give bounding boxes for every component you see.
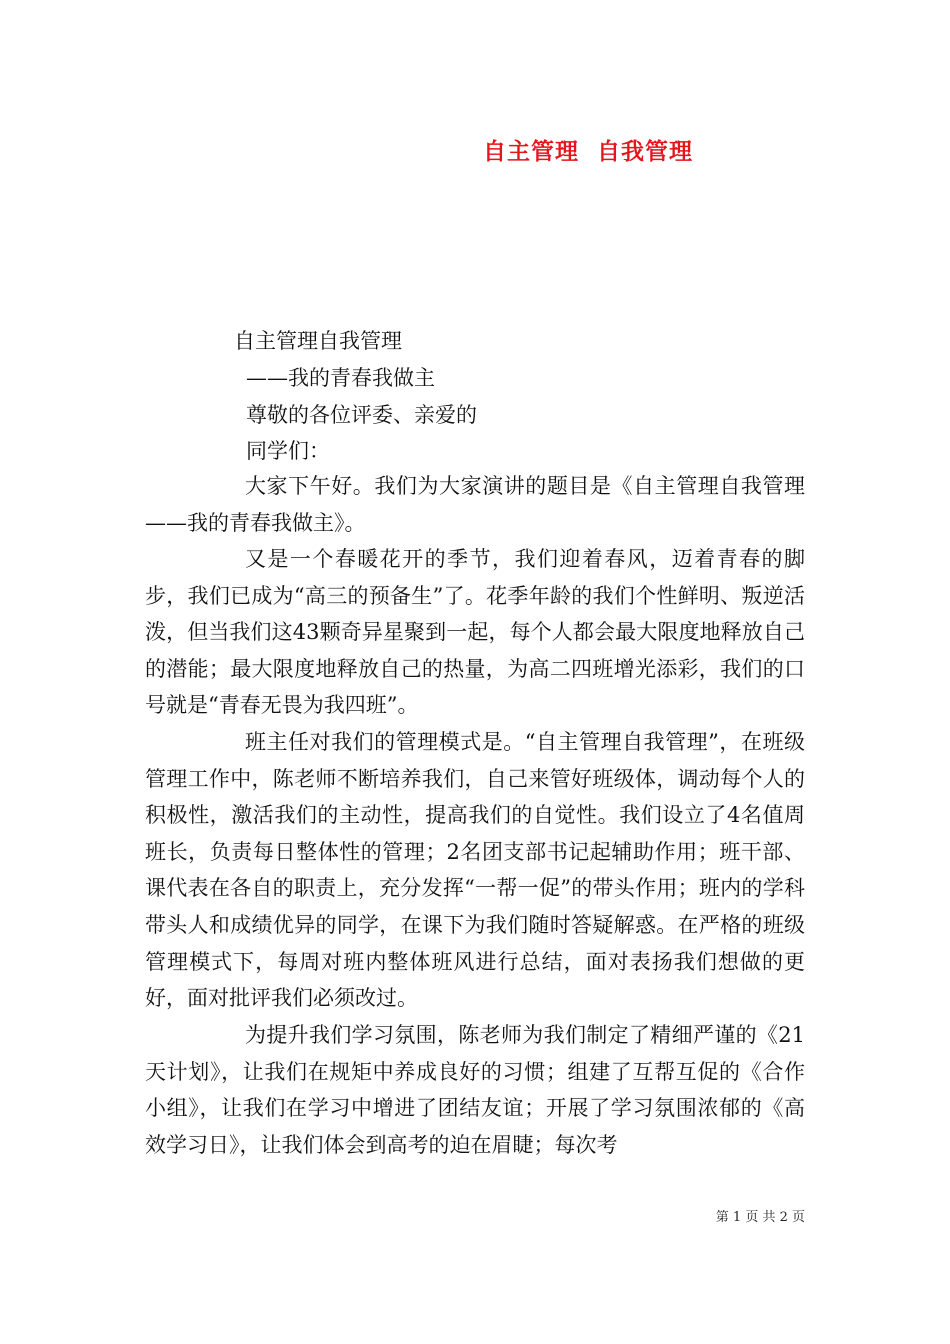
heading-line-salutation: 尊敬的各位评委、亲爱的: [246, 403, 477, 427]
heading-line-salutation-end: 同学们：: [246, 439, 330, 463]
paragraph-learning-atmosphere: 为提升我们学习氛围，陈老师为我们制定了精细严谨的《21天计划》，让我们在规矩中养成良好的习惯；组建了互帮互促的《合作小组》，让我们在学习中增进了团结友谊；开展了学习氛围浓郁的《高效学习日》，让我们体会到高考的迫在眉睫；每次考: [145, 1023, 805, 1157]
document-title: 自主管理 自我管理: [482, 139, 693, 165]
paragraph-spring: 又是一个春暖花开的季节，我们迎着春风，迈着青春的脚步，我们已成为“高三的预备生”了。花季年龄的我们个性鲜明、叛逆活泼，但当我们这43颗奇异星聚到一起，每个人都会最大限度地释放自己的潜能；最大限度地释放自己的热量，为高二四班增光添彩，我们的口号就是“青春无畏为我四班”。: [145, 547, 805, 718]
heading-line-subtitle: ——我的青春我做主: [246, 366, 435, 390]
paragraph-greeting: 大家下午好。我们为大家演讲的题目是《自主管理自我管理——我的青春我做主》。: [145, 474, 805, 535]
paragraph-management-mode: 班主任对我们的管理模式是。“自主管理自我管理”，在班级管理工作中，陈老师不断培养我们，自己来管好班级体，调动每个人的积极性，激活我们的主动性，提高我们的自觉性。我们设立了4名值周班长，负责每日整体性的管理；2名团支部书记起辅助作用；班干部、课代表在各自的职责上，充分发挥“一帮一促”的带头作用；班内的学科带头人和成绩优异的同学，在课下为我们随时答疑解惑。在严格的班级管理模式下，每周对班内整体班风进行总结，面对表扬我们想做的更好，面对批评我们必须改过。: [145, 730, 805, 1011]
heading-line-topic: 自主管理自我管理: [234, 329, 402, 353]
page-number-footer: 第 1 页 共 2 页: [715, 1210, 805, 1225]
